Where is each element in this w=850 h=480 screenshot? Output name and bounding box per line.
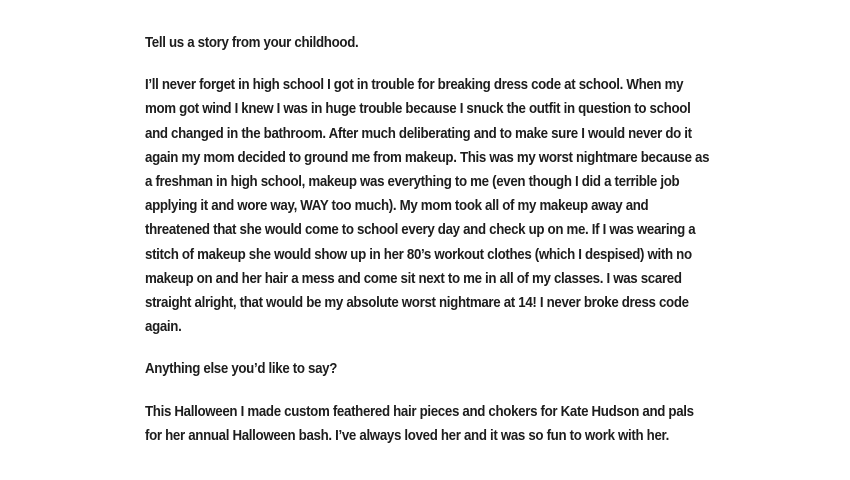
- question-childhood-story: Tell us a story from your childhood.: [145, 35, 359, 51]
- article-body: [145, 31, 710, 466]
- question-anything-else: Anything else you’d like to say?: [145, 361, 338, 378]
- answer-anything-else: This Halloween I made custom feathered hair pieces and chokers for Kate Hudson and pals for her annual Halloween bash. I’ve always loved her and it was so fun to work with her.: [145, 403, 694, 444]
- answer-childhood-story: I’ll never forget in high school I got in trouble for breaking dress code at school. When my mom got wind I knew I was in huge trouble because I snuck the outfit in question to school and changed in the bathroom. After much deliberating and to make sure I would never do it again my mom decided to ground me from makeup. This was my worst nightmare because as a freshman in high school, makeup was everything to me (even though I did a terrible job applying it and wore way, WAY too much). My mom took all of my makeup away and threatened that she would come to school every day and check up on me. If I was wearing a stitch of makeup she would show up in her 80’s workout clothes (which I despised) with no makeup on and her hair a mess and come sit next to me in all of my classes. I was scared straight alright, that would be my absolute worst nightmare at 14! I never broke dress code again.: [145, 77, 710, 336]
